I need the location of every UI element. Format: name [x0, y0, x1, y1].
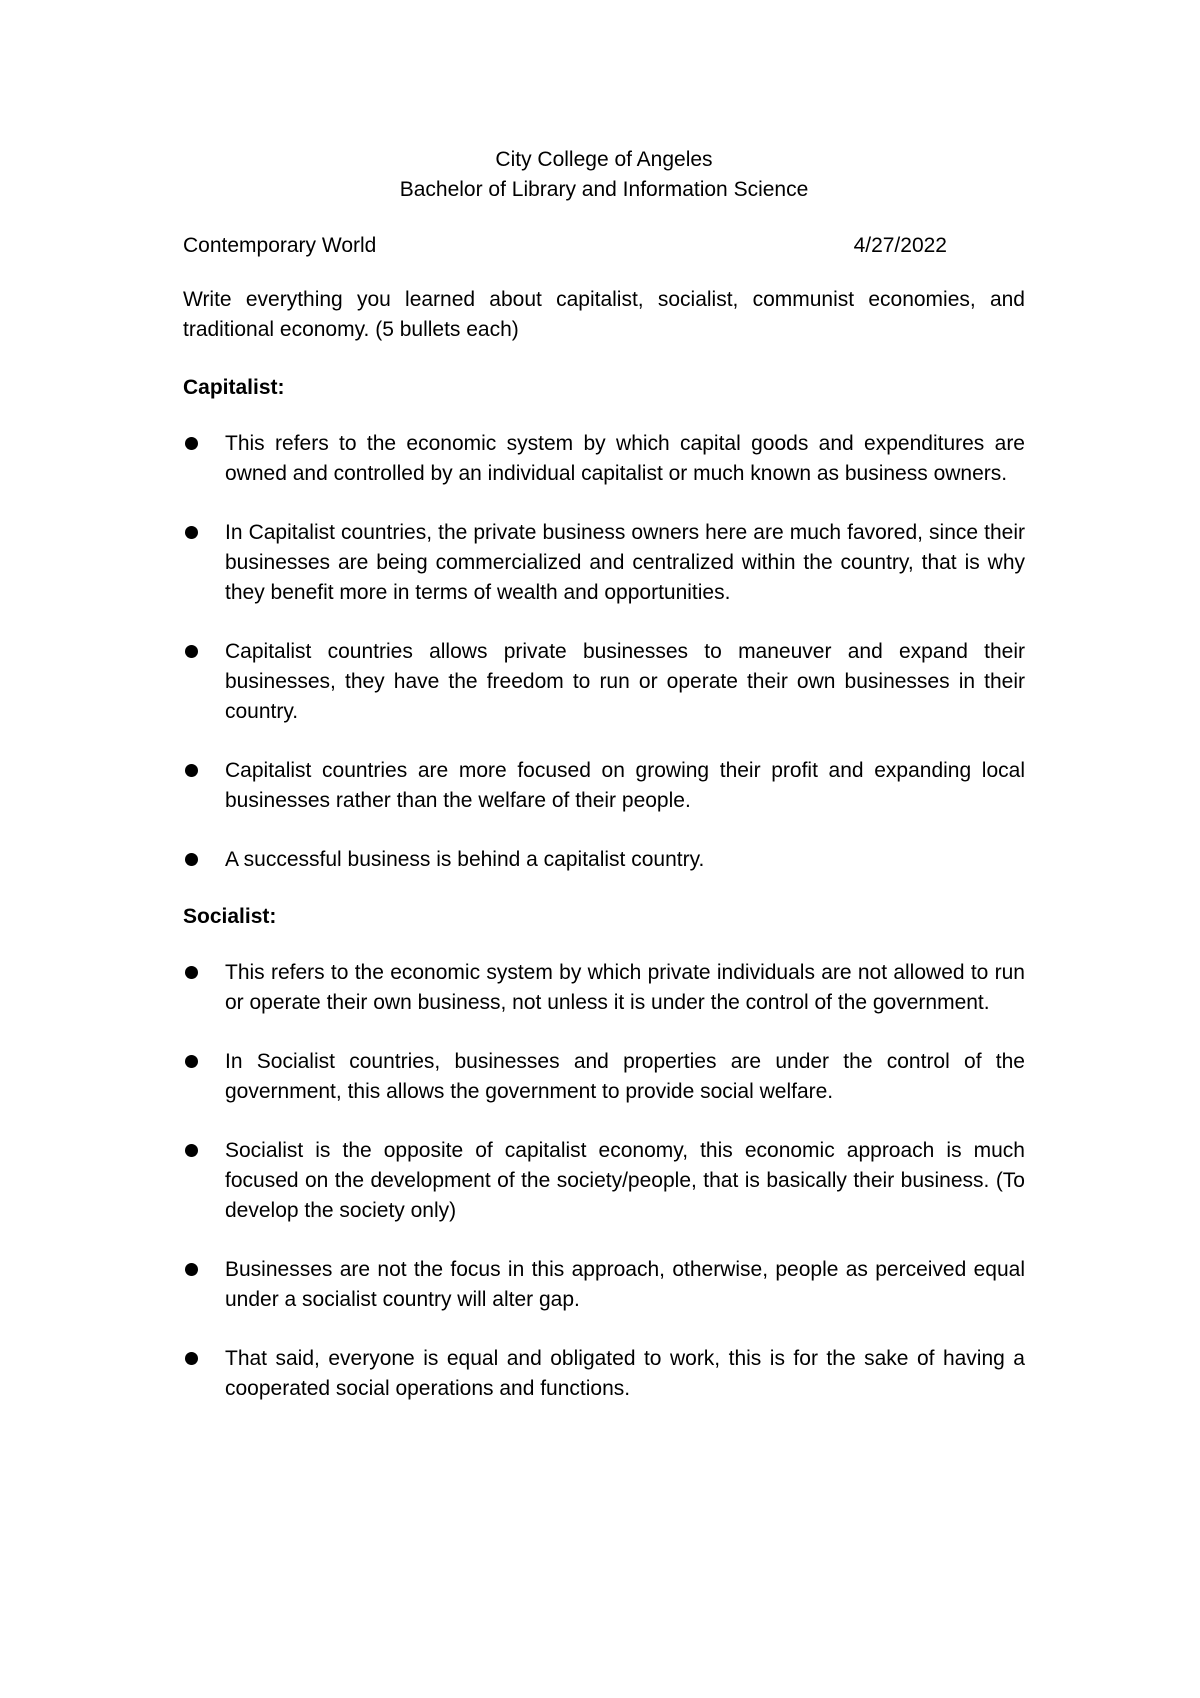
- bullet-icon: [185, 1352, 198, 1365]
- bullet-icon: [185, 437, 198, 450]
- capitalist-heading: Capitalist:: [183, 376, 285, 399]
- list-item-text: Socialist is the opposite of capitalist economy, this economic approach is much focused on the development of the society/people, that is basically their business. (To develop the society only): [225, 1139, 1025, 1222]
- list-item-text: A successful business is behind a capitalist country.: [225, 848, 705, 871]
- list-item: [183, 1136, 1025, 1226]
- list-item: [183, 518, 1025, 608]
- list-item: [183, 1047, 1025, 1107]
- bullet-icon: [185, 1263, 198, 1276]
- list-item-text: Capitalist countries are more focused on growing their profit and expanding local businesses rather than the welfare of their people.: [225, 759, 1025, 812]
- capitalist-list: [183, 429, 1025, 875]
- list-item-text: This refers to the economic system by which private individuals are not allowed to run or operate their own business, not unless it is under the control of the government.: [225, 961, 1025, 1014]
- list-item-text: This refers to the economic system by which capital goods and expenditures are owned and controlled by an individual capitalist or much known as business owners.: [225, 432, 1025, 485]
- course-date-row: [183, 231, 1025, 261]
- bullet-icon: [185, 1055, 198, 1068]
- document-body: [183, 145, 1025, 1433]
- bullet-icon: [185, 966, 198, 979]
- list-item-text: In Socialist countries, businesses and properties are under the control of the government, this allows the government to provide social welfare.: [225, 1050, 1025, 1103]
- list-item: [183, 637, 1025, 727]
- bullet-icon: [185, 764, 198, 777]
- list-item-text: Capitalist countries allows private businesses to maneuver and expand their businesses, they have the freedom to run or operate their own businesses in their country.: [225, 640, 1025, 723]
- list-item: [183, 1255, 1025, 1315]
- list-item: [183, 958, 1025, 1018]
- list-item-text: In Capitalist countries, the private business owners here are much favored, since their businesses are being commercialized and centralized within the country, that is why they benefit more in terms of wealth and opportunities.: [225, 521, 1025, 604]
- socialist-heading: Socialist:: [183, 905, 277, 928]
- institution-name: City College of Angeles: [495, 148, 713, 171]
- program-name: Bachelor of Library and Information Science: [399, 178, 809, 201]
- assignment-prompt: Write everything you learned about capitalist, socialist, communist economies, and traditional economy. (5 bullets each): [183, 288, 1025, 341]
- bullet-icon: [185, 1144, 198, 1157]
- list-item-text: Businesses are not the focus in this approach, otherwise, people as perceived equal under a socialist country will alter gap.: [225, 1258, 1025, 1311]
- list-item: [183, 429, 1025, 489]
- list-item-text: That said, everyone is equal and obligated to work, this is for the sake of having a cooperated social operations and functions.: [225, 1347, 1025, 1400]
- course-title: Contemporary World: [183, 234, 377, 257]
- list-item: [183, 845, 1025, 875]
- list-item: [183, 1344, 1025, 1404]
- document-date: 4/27/2022: [853, 234, 947, 257]
- bullet-icon: [185, 645, 198, 658]
- list-item: [183, 756, 1025, 816]
- bullet-icon: [185, 526, 198, 539]
- socialist-list: [183, 958, 1025, 1404]
- bullet-icon: [185, 853, 198, 866]
